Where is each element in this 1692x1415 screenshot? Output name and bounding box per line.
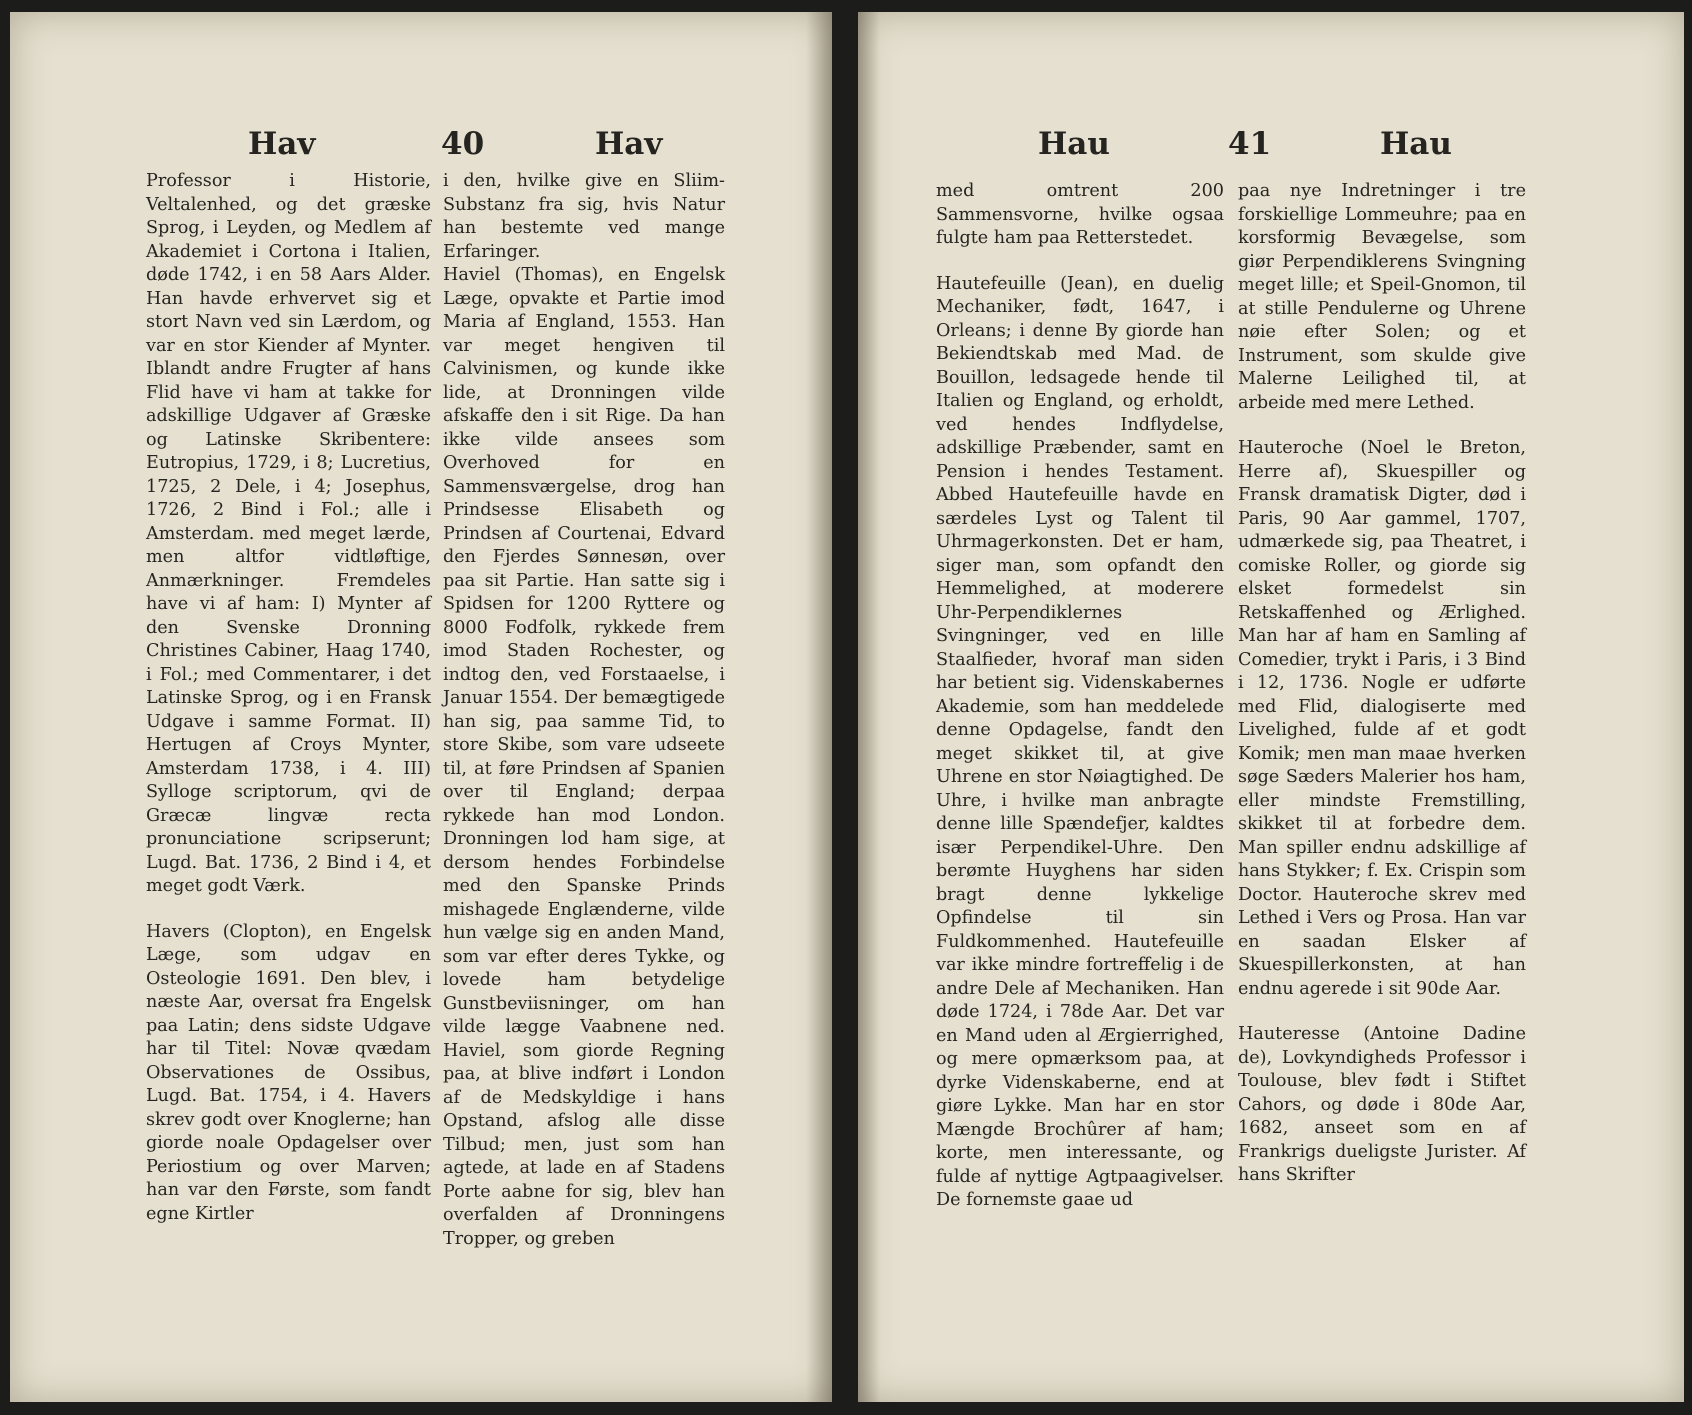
header-left-word: Hav: [248, 126, 316, 162]
entry-hauteroche: Hauteroche (Noel le Breton, Herre af), Skuespiller og Fransk dramatisk Digter, død i Paris, 90 Aar gammel, 1707, udmærkede sig, paa Theatret, i comiske Roller, og giorde sig elsket formedelst sin Retskaffenhed og Ærlighed. Man har af ham en Samling af Comedier, trykt i Paris, i 3 Bind i 12, 1736. Nogle er udførte med Flid, dialogiserte med Livelighed, fulde af et godt Komik; men man maae hverken søge Sæders Malerier hos ham, eller mindste Fremstilling, skikket til at forbedre dem. Man spiller endnu adskillige af hans Stykker; f. Ex. Crispin som Doctor. Hauteroche skrev med Lethed i Vers og Prosa. Han var en saadan Elsker af Skuespillerkonsten, at han endnu agerede i sit 90de Aar.: [1238, 438, 1526, 999]
entry-hauteresse: Hauteresse (Antoine Dadine de), Lovkyndigheds Professor i Toulouse, blev født i Stiftet Cahors, og døde i 80de Aar, 1682, anseet som en af Frankrigs dueligste Jurister. Af hans Skrifter: [1238, 1024, 1526, 1185]
running-header: [858, 120, 1684, 168]
text-column-2: [443, 170, 725, 1251]
right-page: [858, 12, 1684, 1402]
gutter-shadow: [858, 12, 880, 1402]
left-page: [10, 12, 832, 1402]
entry-hautefeuille: Hautefeuille (Jean), en duelig Mechaniker, født, 1647, i Orleans; i denne By giorde han Bekiendtskab med Mad. de Bouillon, ledsagede hende til Italien og England, og erholdt, ved hendes Indflydelse, adskillige Præbender, samt en Pension i hendes Testament. Abbed Hautefeuille havde en særdeles Lyst og Talent til Uhrmagerkonsten. Det er ham, siger man, som opfandt den Hemmelighed, at moderere Uhr-Perpendiklernes Svingninger, ved en lille Staalfieder, hvoraf man siden har betient sig. Videnskabernes Akademie, som han meddelede denne Opdagelse, fandt den meget skikket til, at give Uhrene en stor Nøiagtighed. De Uhre, i hvilke man anbragte denne lille Spændefjer, kaldtes især Perpendikel-Uhre. Den berømte Huyghens har siden bragt denne lykkelige Opfindelse til sin Fuldkommenhed. Hautefeuille var ikke mindre fortreffelig i de andre Dele af Mechaniken. Han døde 1724, i 78de Aar. Det var en Mand uden al Ærgierrighed, og mere opmærksom paa, at dyrke Videnskaberne, end at giøre Lykke. Man har en stor Mængde Brochûrer af ham; korte, men interessante, og fulde af nyttige Agtpaagivelser. De fornemste gaae ud: [936, 273, 1224, 1210]
header-right-word: Hau: [1380, 126, 1452, 162]
header-right-word: Hav: [595, 126, 663, 162]
paragraph: i den, hvilke give en Sliim-Substanz fra sig, hvis Natur han bestemte ved mange Erfaringer.: [443, 171, 725, 262]
paragraph: med omtrent 200 Sammensvorne, hvilke ogsaa fulgte ham paa Retterstedet.: [936, 181, 1224, 248]
text-column-1: [936, 180, 1224, 1213]
entry-haviel: Haviel (Thomas), en Engelsk Læge, opvakte et Partie imod Maria af England, 1553. Han var meget hengiven til Calvinismen, og kunde ikke lide, at Dronningen vilde afskaffe den i sit Rige. Da han ikke vilde ansees som Overhoved for en Sammensværgelse, drog han Prindsesse Elisabeth og Prindsen af Courtenai, Edvard den Fjerdes Sønnesøn, over paa sit Partie. Han satte sig i Spidsen for 1200 Ryttere og 8000 Fodfolk, rykkede frem imod Staden Rochester, og indtog den, ved Forstaaelse, i Januar 1554. Der bemægtigede han sig, paa samme Tid, to store Skibe, som vare udseete til, at føre Prindsen af Spanien over til England; derpaa rykkede han mod London. Dronningen lod ham sige, at dersom hendes Forbindelse med den Spanske Prinds mishagede Englænderne, vilde hun vælge sig en anden Mand, som var efter deres Tykke, og lovede ham betydelige Gunstbeviisninger, om han vilde lægge Vaabnene ned. Haviel, som giorde Regning paa, at blive indført i London af de Medskyldige i hans Opstand, afslog alle disse Tilbud; men, just som han agtede, at lade en af Stadens Porte aabne for sig, blev han overfalden af Dronningens Tropper, og greben: [443, 265, 725, 1249]
entry-havers: Havers (Clopton), en Engelsk Læge, som udgav en Osteologie 1691. Den blev, i næste Aar, oversat fra Engelsk paa Latin; dens sidste Udgave har til Titel: Novæ qvædam Observationes de Ossibus, Lugd. Bat. 1754, i 4. Havers skrev godt over Knoglerne; han giorde noale Opdagelser over Periostium og over Marven; han var den Første, som fandt egne Kirtler: [146, 921, 431, 1224]
paragraph: paa nye Indretninger i tre forskiellige Lommeuhre; paa en korsformig Bevægelse, som giør Perpendiklerens Svingning meget lille; et Speil-Gnomon, til at stille Pendulerne og Uhrene nøie efter Solen; og et Instrument, som skulde give Malerne Leilighed til, at arbeide med mere Lethed.: [1238, 181, 1526, 413]
running-header: [10, 120, 832, 168]
text-column-2: [1238, 180, 1526, 1188]
page-number: 41: [1228, 126, 1272, 162]
paragraph: Professor i Historie, Veltalenhed, og det græske Sprog, i Leyden, og Medlem af Akademiet i Cortona i Italien, døde 1742, i en 58 Aars Alder. Han havde erhvervet sig et stort Navn ved sin Lærdom, og var en stor Kiender af Mynter. Iblandt andre Frugter af hans Flid have vi ham at takke for adskillige Udgaver af Græske og Latinske Skribentere: Eutropius, 1729, i 8; Lucretius, 1725, 2 Dele, i 4; Josephus, 1726, 2 Bind i Fol.; alle i Amsterdam. med meget lærde, men altfor vidtløftige, Anmærkninger. Fremdeles have vi af ham: I) Mynter af den Svenske Dronning Christines Cabiner, Haag 1740, i Fol.; med Commentarer, i det Latinske Sprog, og i en Fransk Udgave i samme Format. II) Hertugen af Croys Mynter, Amsterdam 1738, i 4. III) Sylloge scriptorum, qvi de Græcæ lingvæ recta pronunciatione scripserunt; Lugd. Bat. 1736, 2 Bind i 4, et meget godt Værk.: [146, 171, 431, 896]
text-column-1: [146, 170, 431, 1226]
header-left-word: Hau: [1038, 126, 1110, 162]
page-number: 40: [441, 126, 485, 162]
gutter-shadow: [806, 12, 832, 1402]
